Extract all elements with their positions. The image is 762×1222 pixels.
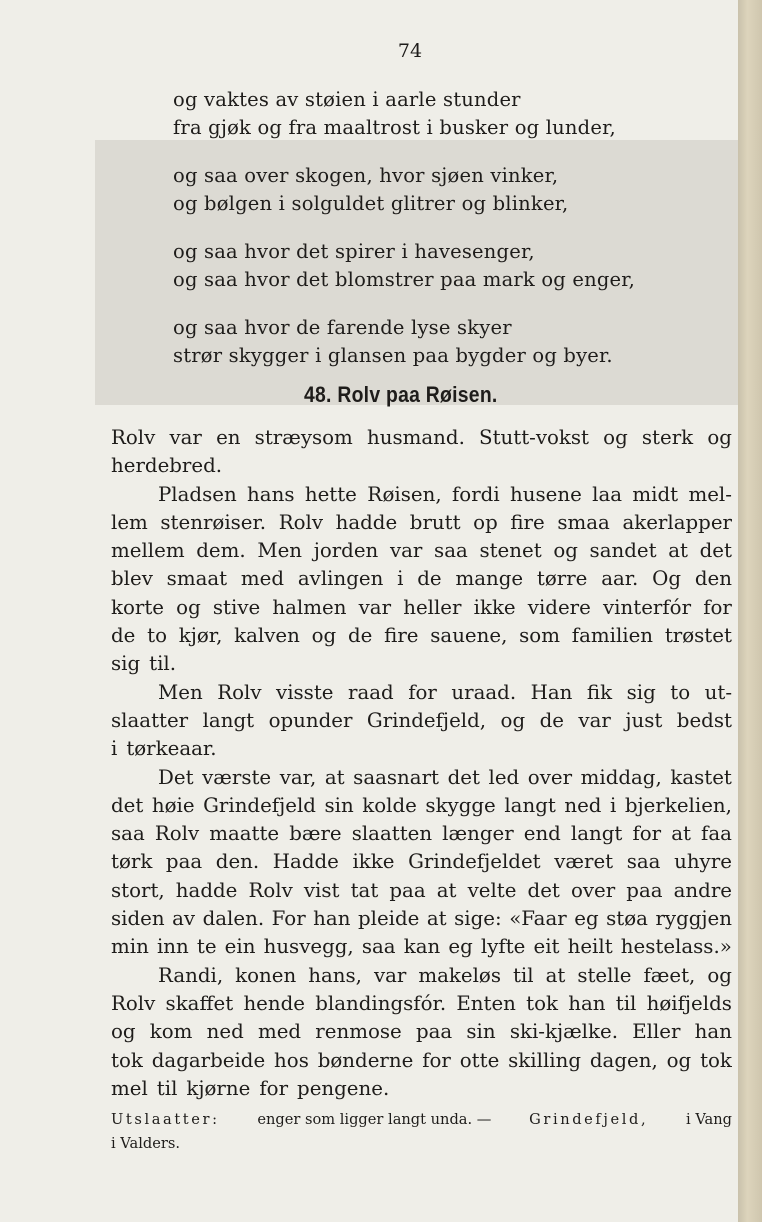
prose-word: hadde xyxy=(175,878,238,902)
prose-word: og xyxy=(176,595,201,619)
prose-word: stenrøiser. xyxy=(160,510,267,534)
prose-line xyxy=(111,962,732,990)
prose-word: og xyxy=(111,1020,136,1044)
prose-line xyxy=(111,707,732,735)
prose-word: tok xyxy=(111,1048,143,1072)
prose-word: han xyxy=(313,907,351,931)
prose-word: velte xyxy=(467,878,517,902)
prose-word: jorden xyxy=(313,539,379,563)
footnote-line xyxy=(111,1132,732,1156)
prose-word: mel- xyxy=(688,482,732,506)
prose-word: fire xyxy=(510,510,545,534)
prose-word: smaa xyxy=(557,510,610,534)
prose-word: tok xyxy=(526,991,559,1015)
prose-word: høifjelds xyxy=(646,991,732,1015)
prose-word: skilling xyxy=(508,1048,582,1072)
prose-word: Eller xyxy=(632,1020,681,1044)
prose-word: midt xyxy=(632,482,679,506)
prose-word: skygge xyxy=(425,793,496,817)
prose-word: avlingen xyxy=(297,567,384,591)
prose-word: paa xyxy=(626,878,663,902)
prose-word: sig xyxy=(111,652,141,676)
prose-word: længer xyxy=(442,822,514,846)
prose-word: Og xyxy=(652,567,682,591)
prose-word: saa xyxy=(434,539,468,563)
prose-word: dagen, xyxy=(589,1048,658,1072)
prose-word: pengene. xyxy=(297,1076,390,1100)
prose-word: var xyxy=(358,595,392,619)
prose-word: ned xyxy=(206,1020,244,1044)
prose-word: for xyxy=(259,1076,289,1100)
prose-word: eit xyxy=(533,935,560,959)
prose-word: kolde xyxy=(362,793,417,817)
prose-word: bedst xyxy=(676,708,732,732)
prose-word: pleide xyxy=(357,907,420,931)
prose-word: sig xyxy=(626,680,656,704)
prose-word: sin xyxy=(466,1020,496,1044)
prose-word: konen xyxy=(235,963,297,987)
prose-word: kjørne xyxy=(186,1076,251,1100)
prose-word: lyfte xyxy=(480,935,526,959)
prose-word: det xyxy=(111,793,144,817)
prose-word: middag, xyxy=(580,765,662,789)
prose-word: tørkeaar. xyxy=(126,737,217,761)
prose-word: Men xyxy=(158,680,203,704)
prose-word: han xyxy=(568,991,606,1015)
prose-word: var xyxy=(373,963,407,987)
prose-word: uhyre xyxy=(674,850,732,874)
prose-word: husene xyxy=(510,482,582,506)
prose-word: For xyxy=(271,907,306,931)
prose-word: til. xyxy=(149,652,177,676)
prose-line xyxy=(111,565,732,593)
prose-line xyxy=(111,933,732,961)
prose-word: to xyxy=(670,680,691,704)
prose-word: var, xyxy=(279,765,317,789)
prose-word: den xyxy=(694,567,732,591)
prose-word: skaffet xyxy=(165,991,234,1015)
prose-word: stenet xyxy=(479,539,542,563)
prose-word: kalven xyxy=(234,624,300,648)
prose-word: som xyxy=(519,624,560,648)
prose-word: korte xyxy=(111,595,165,619)
prose-word: videre xyxy=(527,595,591,619)
prose-word: det xyxy=(699,539,732,563)
prose-word: op xyxy=(473,510,498,534)
prose-word: bjerkelien, xyxy=(624,793,732,817)
prose-word: til xyxy=(156,1076,178,1100)
prose-word: kan xyxy=(403,935,441,959)
prose-word: eg xyxy=(448,935,473,959)
poem-line: og saa hvor det spirer i havesenger, xyxy=(173,240,535,263)
prose-word: kom xyxy=(149,1020,193,1044)
prose-word: blandingsfór. xyxy=(315,991,447,1015)
prose-word: aar. xyxy=(601,567,639,591)
prose-line xyxy=(111,848,732,876)
prose-word: just xyxy=(625,708,663,732)
prose-word: og xyxy=(500,708,526,732)
prose-word: Men xyxy=(257,539,303,563)
prose-word: husmand. xyxy=(366,426,465,449)
footnote-definition: i Valders. xyxy=(111,1135,180,1152)
prose-word: sterk xyxy=(641,426,694,449)
prose-word: mange xyxy=(455,567,524,591)
prose-word: ikke xyxy=(473,595,516,619)
prose-word: tørre xyxy=(536,567,588,591)
prose-line xyxy=(111,509,732,537)
prose-line xyxy=(111,537,732,565)
prose-line xyxy=(111,424,732,452)
prose-word: mellem xyxy=(111,539,185,563)
prose-word: Rolv xyxy=(154,822,200,846)
prose-word: fik xyxy=(586,680,613,704)
footnote-term: Utslaatter: xyxy=(111,1111,220,1128)
poem-line: og bølgen i solguldet glitrer og blinker, xyxy=(173,192,569,215)
prose-word: saasnart xyxy=(353,765,440,789)
prose-word: Rolv xyxy=(248,878,293,902)
prose-word: Rolv xyxy=(111,426,156,449)
prose-word: siden xyxy=(111,907,165,931)
prose-word: det xyxy=(447,765,480,789)
prose-word: sandet xyxy=(589,539,657,563)
prose-line xyxy=(111,990,732,1018)
prose-word: Det xyxy=(158,765,194,789)
prose-word: langt xyxy=(504,793,556,817)
prose-line xyxy=(111,1075,732,1103)
prose-word: langt xyxy=(570,822,623,846)
prose-line xyxy=(111,679,732,707)
poem-line: fra gjøk og fra maaltrost i busker og lunder, xyxy=(173,116,616,139)
prose-word: slaatten xyxy=(351,822,433,846)
prose-word: for xyxy=(408,680,437,704)
prose-word: led xyxy=(488,765,520,789)
prose-word: den. xyxy=(215,850,260,874)
prose-word: Stutt-vokst xyxy=(479,426,590,449)
prose-word: «Faar xyxy=(509,907,567,931)
prose-word: Pladsen xyxy=(158,482,237,506)
prose-word: Rolv xyxy=(278,510,323,534)
prose-word: brutt xyxy=(409,510,461,534)
prose-word: Rolv xyxy=(217,680,262,704)
prose-word: to xyxy=(147,624,167,648)
prose-word: halmen xyxy=(272,595,347,619)
prose-word: sauene, xyxy=(430,624,508,648)
prose-word: paa xyxy=(165,850,203,874)
prose-word: Han xyxy=(530,680,573,704)
prose-word: Enten xyxy=(456,991,516,1015)
prose-body xyxy=(111,424,732,1103)
footnote-term: Grindefjeld, xyxy=(529,1111,649,1128)
prose-word: stræysom xyxy=(254,426,353,449)
prose-word: otte xyxy=(459,1048,500,1072)
poem-line: og saa hvor de farende lyse skyer xyxy=(173,316,512,339)
prose-word: og xyxy=(707,963,732,987)
prose-word: stive xyxy=(212,595,261,619)
prose-line xyxy=(111,594,732,622)
prose-line xyxy=(111,905,732,933)
prose-word: raad xyxy=(347,680,394,704)
prose-word: at xyxy=(436,878,457,902)
prose-word: ned xyxy=(564,793,602,817)
prose-word: familien xyxy=(571,624,654,648)
prose-word: fordi xyxy=(451,482,500,506)
prose-word: de xyxy=(417,567,442,591)
prose-line xyxy=(111,877,732,905)
prose-word: over xyxy=(527,765,573,789)
prose-word: var xyxy=(169,426,202,449)
prose-word: visste xyxy=(276,680,334,704)
prose-word: de xyxy=(347,624,373,648)
prose-word: høie xyxy=(151,793,195,817)
prose-word: hende xyxy=(243,991,305,1015)
prose-word: for xyxy=(632,822,662,846)
prose-word: i xyxy=(610,793,617,817)
prose-word: til xyxy=(512,963,534,987)
prose-word: Røisen, xyxy=(367,482,442,506)
footnote-definition: i Vang xyxy=(686,1111,732,1128)
prose-word: til xyxy=(615,991,637,1015)
poem-line: og saa over skogen, hvor sjøen vinker, xyxy=(173,164,559,187)
prose-word: kastet xyxy=(670,765,732,789)
page-number: 74 xyxy=(397,40,423,62)
prose-word: hans, xyxy=(308,963,362,987)
prose-word: faa xyxy=(701,822,732,846)
prose-word: og xyxy=(666,1048,692,1072)
prose-word: Grindefjeld, xyxy=(366,708,487,732)
prose-word: Grindefjeld xyxy=(203,793,316,817)
prose-word: været xyxy=(554,850,614,874)
prose-word: bære xyxy=(289,822,342,846)
prose-word: andre xyxy=(673,878,732,902)
prose-word: med xyxy=(240,567,285,591)
prose-word: min xyxy=(111,935,149,959)
prose-word: trøstet xyxy=(664,624,732,648)
prose-word: for xyxy=(422,1048,451,1072)
prose-word: dagarbeide xyxy=(151,1048,266,1072)
prose-word: bønderne xyxy=(317,1048,414,1072)
prose-word: at xyxy=(671,822,691,846)
prose-word: at xyxy=(668,539,688,563)
prose-word: ikke xyxy=(352,850,395,874)
prose-word: fæet, xyxy=(643,963,696,987)
prose-word: fire xyxy=(384,624,419,648)
prose-line xyxy=(111,792,732,820)
footnote xyxy=(111,1108,732,1156)
prose-word: sin xyxy=(324,793,354,817)
prose-word: og xyxy=(603,426,628,449)
prose-word: smaat xyxy=(166,567,228,591)
prose-word: blev xyxy=(111,567,153,591)
prose-word: lem xyxy=(111,510,148,534)
prose-word: i xyxy=(397,567,404,591)
prose-word: ein xyxy=(224,935,256,959)
prose-line xyxy=(111,1018,732,1046)
prose-word: Grindefjeldet xyxy=(408,850,541,874)
prose-word: kjør, xyxy=(178,624,223,648)
prose-word: Randi, xyxy=(158,963,224,987)
footnote-definition: enger som ligger langt unda. — xyxy=(257,1111,492,1128)
prose-word: mel xyxy=(111,1076,148,1100)
prose-line xyxy=(111,764,732,792)
prose-word: tørk xyxy=(111,850,153,874)
prose-word: og xyxy=(707,426,732,449)
prose-word: og xyxy=(553,539,578,563)
prose-word: at xyxy=(545,963,566,987)
prose-word: støa xyxy=(606,907,648,931)
section-heading: 48. Rolv paa Røisen. xyxy=(304,382,498,407)
prose-word: uraad. xyxy=(451,680,517,704)
prose-word: av xyxy=(172,907,196,931)
prose-line xyxy=(111,650,732,678)
prose-word: langt xyxy=(202,708,255,732)
prose-word: tok xyxy=(700,1048,732,1072)
prose-word: heller xyxy=(403,595,462,619)
prose-word: eg xyxy=(574,907,599,931)
prose-word: saa xyxy=(626,850,661,874)
prose-word: at xyxy=(324,765,345,789)
poem-line: og vaktes av støien i aarle stunder xyxy=(173,88,521,111)
prose-word: vist xyxy=(303,878,340,902)
prose-word: hos xyxy=(274,1048,309,1072)
prose-word: ski-kjælke. xyxy=(509,1020,618,1044)
prose-word: de xyxy=(539,708,564,732)
prose-word: og xyxy=(311,624,337,648)
prose-word: paa xyxy=(389,878,426,902)
prose-word: stort, xyxy=(111,878,165,902)
prose-word: for xyxy=(703,595,732,619)
prose-word: hans xyxy=(247,482,295,506)
prose-word: end xyxy=(523,822,561,846)
footnote-line xyxy=(111,1108,732,1132)
prose-word: stelle xyxy=(577,963,632,987)
prose-line xyxy=(111,452,732,480)
prose-word: sige: xyxy=(454,907,502,931)
prose-word: var xyxy=(389,539,423,563)
prose-word: over xyxy=(570,878,616,902)
prose-word: Rolv xyxy=(111,991,156,1015)
prose-word: slaatter xyxy=(111,708,189,732)
prose-word: hadde xyxy=(335,510,398,534)
prose-line xyxy=(111,481,732,509)
prose-word: var xyxy=(578,708,611,732)
prose-word: med xyxy=(257,1020,302,1044)
prose-word: akerlapper xyxy=(622,510,732,534)
prose-word: inn xyxy=(156,935,189,959)
prose-word: herdebred. xyxy=(111,454,223,478)
prose-word: renmose xyxy=(315,1020,402,1044)
prose-word: Hadde xyxy=(272,850,339,874)
prose-word: saa xyxy=(361,935,396,959)
prose-word: i xyxy=(111,737,118,761)
prose-word: vinterfór xyxy=(603,595,692,619)
prose-line xyxy=(111,735,732,763)
prose-word: hette xyxy=(304,482,357,506)
prose-word: dem. xyxy=(196,539,246,563)
prose-word: opunder xyxy=(268,708,353,732)
prose-word: ut- xyxy=(704,680,732,704)
poem xyxy=(173,86,635,370)
prose-word: husvegg, xyxy=(263,935,354,959)
prose-word: dalen. xyxy=(202,907,265,931)
prose-word: værste xyxy=(202,765,272,789)
prose-line xyxy=(111,622,732,650)
prose-line xyxy=(111,820,732,848)
prose-word: ryggjen xyxy=(655,907,732,931)
prose-word: det xyxy=(527,878,560,902)
prose-word: te xyxy=(196,935,217,959)
prose-word: makeløs xyxy=(418,963,501,987)
page-edge xyxy=(738,0,762,1222)
prose-word: en xyxy=(216,426,241,449)
prose-word: saa xyxy=(111,822,145,846)
prose-line xyxy=(111,1047,732,1075)
prose-word: heilt xyxy=(567,935,613,959)
prose-word: han xyxy=(694,1020,732,1044)
prose-word: hestelass.» xyxy=(620,935,732,959)
prose-word: de xyxy=(111,624,136,648)
prose-word: at xyxy=(426,907,447,931)
poem-line: og saa hvor det blomstrer paa mark og enger, xyxy=(173,268,636,291)
prose-word: paa xyxy=(415,1020,453,1044)
prose-word: laa xyxy=(592,482,623,506)
prose-word: tat xyxy=(350,878,379,902)
prose-word: maatte xyxy=(209,822,280,846)
poem-line: strør skygger i glansen paa bygder og byer. xyxy=(173,344,613,367)
